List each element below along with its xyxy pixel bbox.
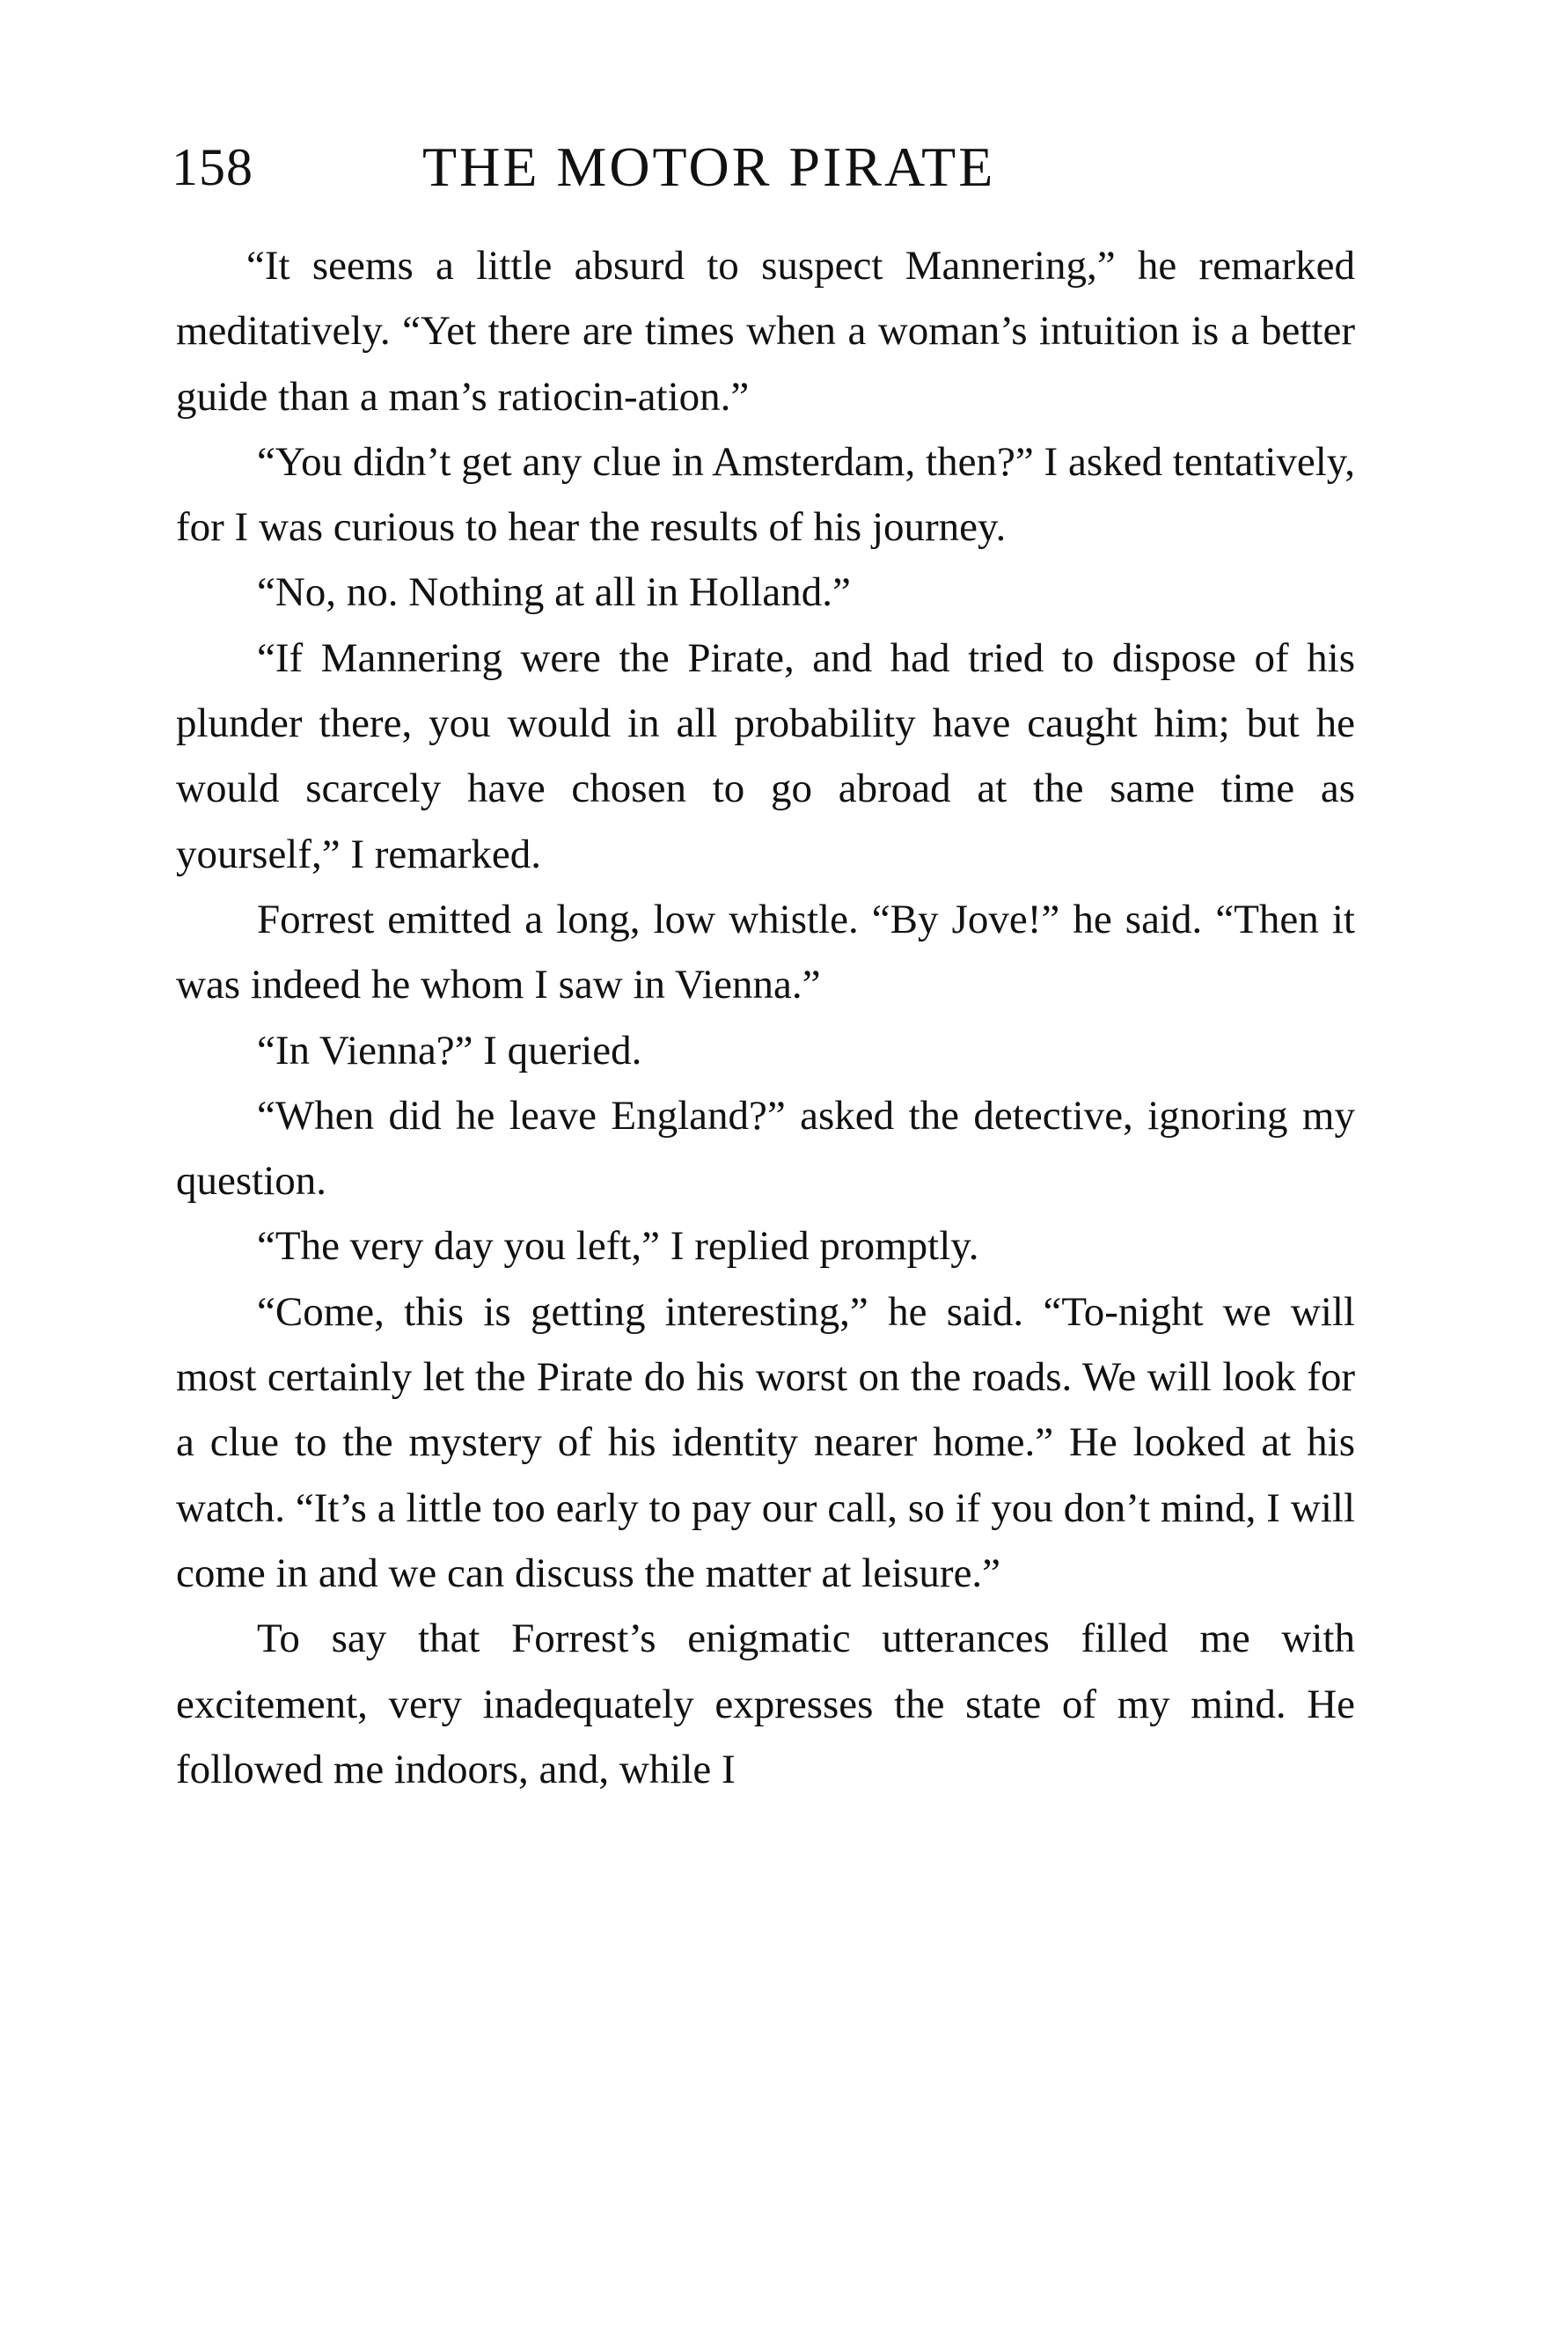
- paragraph: “The very day you left,” I replied promptly.: [257, 1223, 979, 1270]
- page-number: 158: [172, 138, 253, 196]
- paragraph: “It seems a little absurd to suspect Mannering,” he remarked meditatively. “Yet there are times when a woman’s intuition is a better guide than a man’s ratiocin-ation.”: [176, 243, 1355, 420]
- paragraph: “In Vienna?” I queried.: [257, 1027, 642, 1074]
- paragraph: “No, no. Nothing at all in Holland.”: [257, 569, 851, 616]
- paragraph: Forrest emitted a long, low whistle. “By Jove!” he said. “Then it was indeed he whom I saw in Vienna.”: [176, 896, 1355, 1008]
- paragraph: “If Mannering were the Pirate, and had tried to dispose of his plunder there, you would in all probability have caught him; but he would scarcely have chosen to go abroad at the same time as yourself,” I remarked.: [176, 634, 1355, 877]
- running-title: THE MOTOR PIRATE: [422, 136, 996, 198]
- body-text: [176, 233, 1355, 1802]
- paragraph: “You didn’t get any clue in Amsterdam, then?” I asked tentatively, for I was curious to hear the results of his journey.: [176, 438, 1355, 551]
- paragraph: To say that Forrest’s enigmatic utterances filled me with excitement, very inadequately expresses the state of my mind. He followed me indoors, and, while I: [176, 1616, 1355, 1792]
- page-header: [172, 132, 1351, 211]
- paragraph: “When did he leave England?” asked the detective, ignoring my question.: [176, 1092, 1355, 1205]
- paragraph: “Come, this is getting interesting,” he said. “To-night we will most certainly let the Pirate do his worst on the roads. We will look for a clue to the mystery of his identity nearer home.” He looked at his watch. “It’s a little too early to pay our call, so if you don’t mind, I will come in and we can discuss the matter at leisure.”: [176, 1288, 1355, 1596]
